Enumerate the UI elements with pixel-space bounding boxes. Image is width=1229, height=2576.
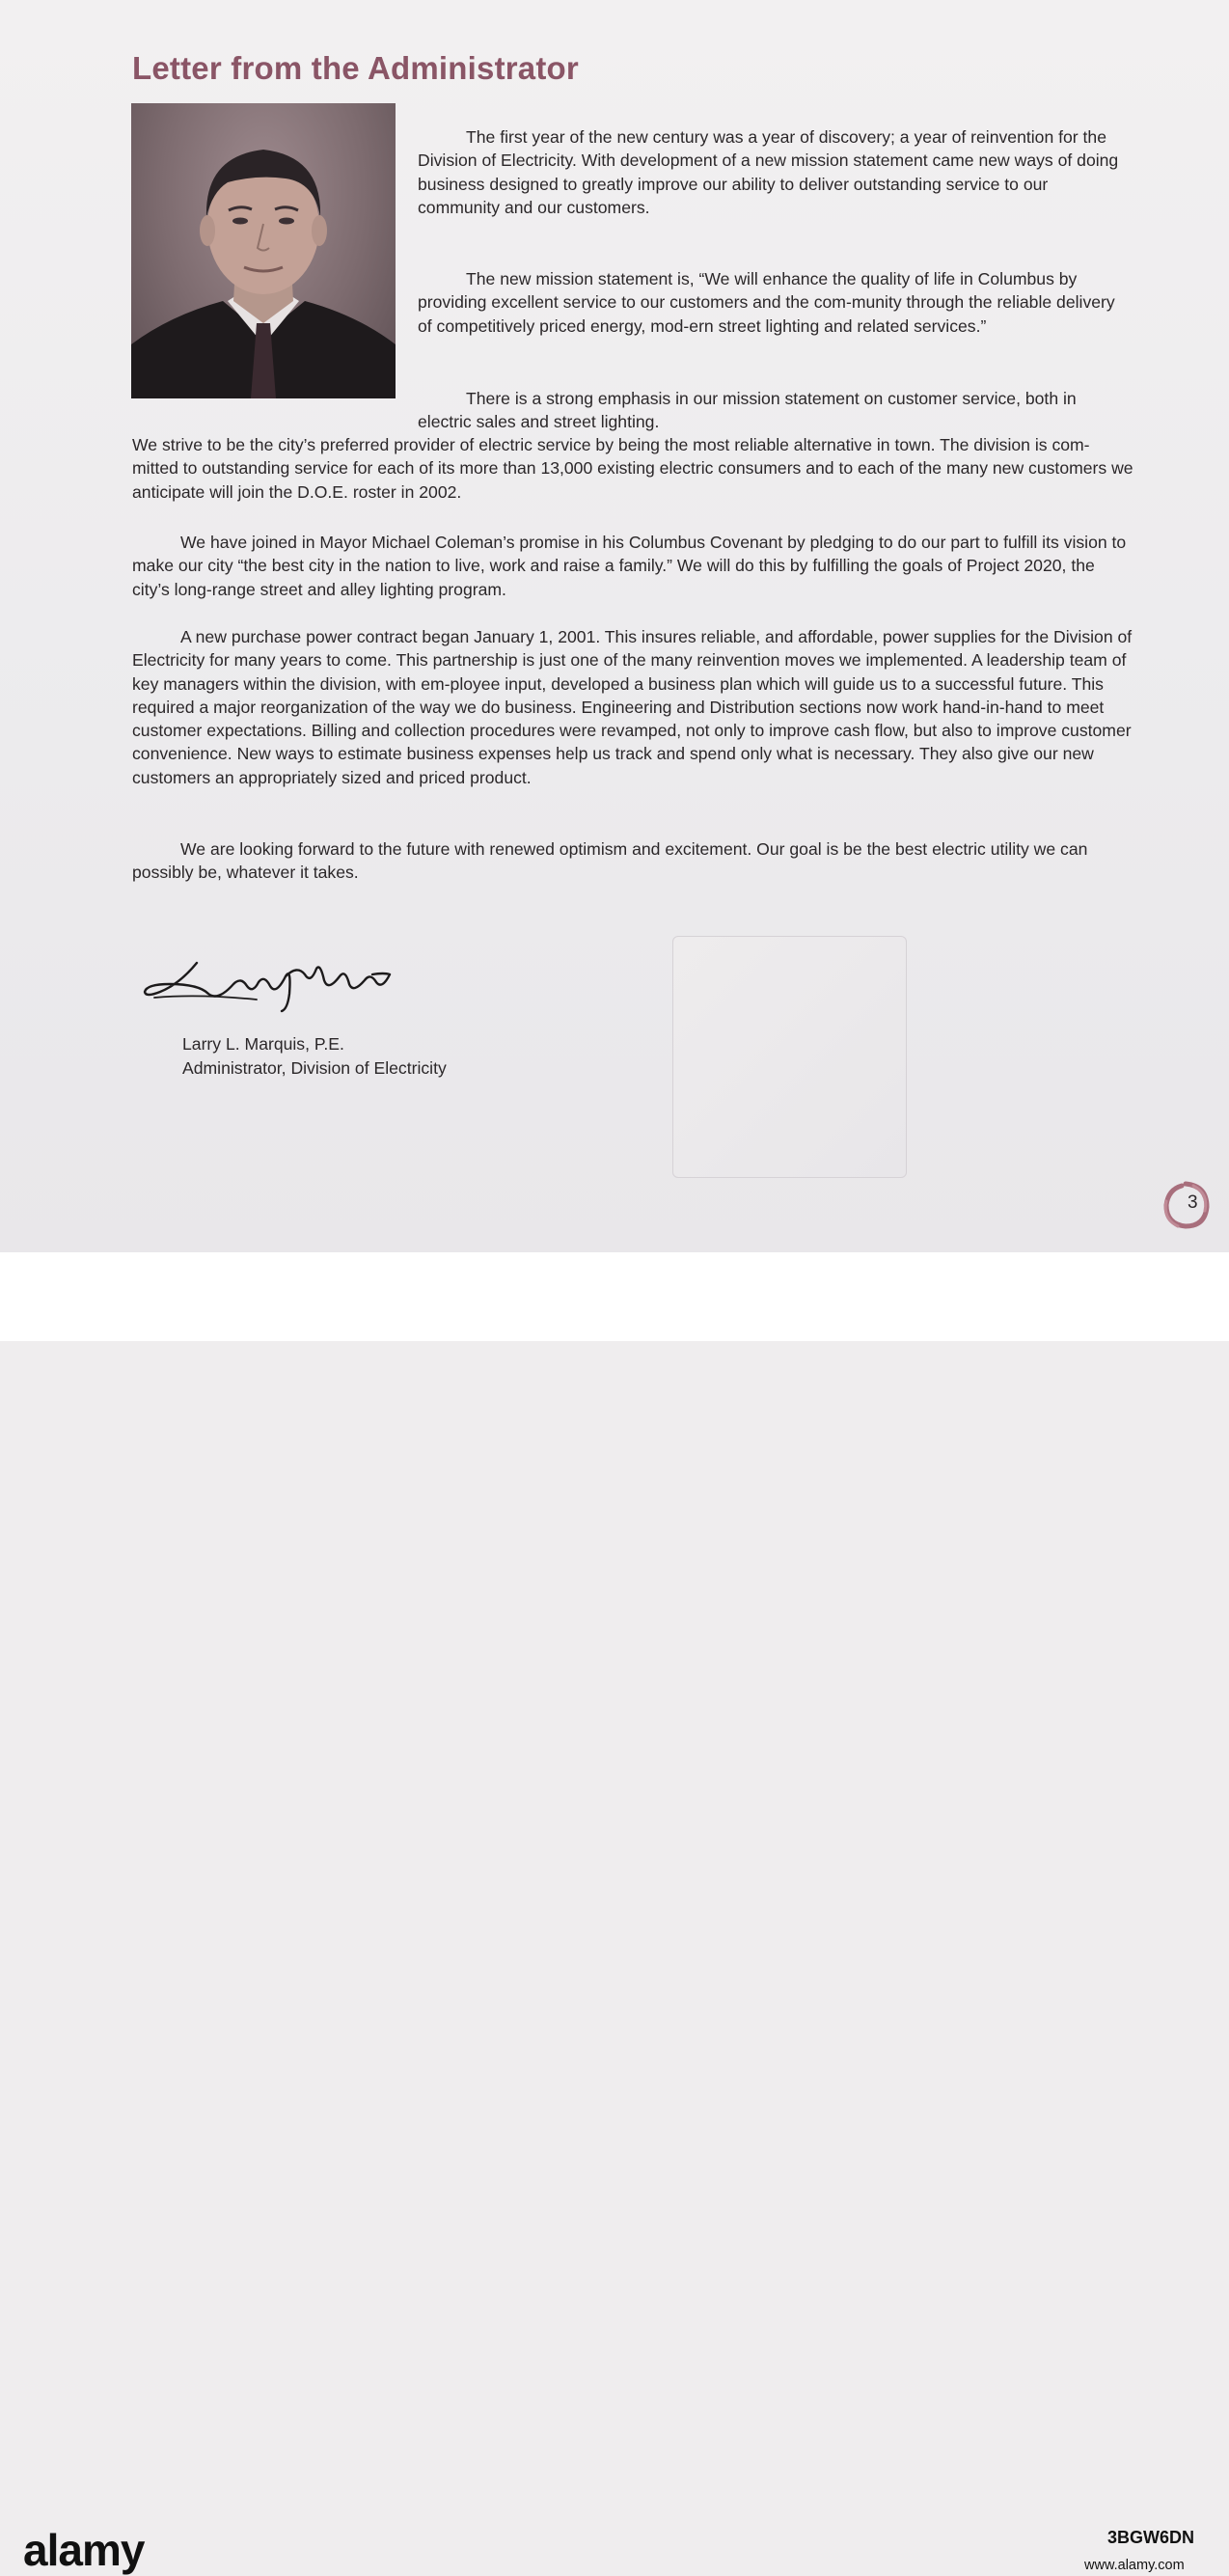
letter-paragraph-5: A new purchase power contract began January 1, 2001. This insures reliable, and affordable, power supplies for the Division of Electricity for many years to come. This partnership is just one of the many reinvention moves we implemented. A leadership team of key managers within the division, with em-ployee input, developed a business plan which will guide us to a successful future. This required a major reorganization of the way we do business. Engineering and Distribution sections now work hand-in-hand to meet customer expectations. Billing and collection procedures were revamped, not only to improve cash flow, but also to improve customer convenience. New ways to estimate business expenses help us track and spend only what is necessary. They also give our new customers an appropriately sized and priced product. xyxy=(132,627,1133,787)
letter-paragraph-1: The first year of the new century was a year of discovery; a year of reinvention for the Division of Electricity. With development of a new mission statement came new ways of doing business designed to greatly improve our ability to deliver outstanding service to our community and our customers. xyxy=(418,127,1119,217)
letter-paragraph-3a: There is a strong emphasis in our mission statement on customer service, both in electric sales and street lighting. xyxy=(418,389,1077,432)
signer-title: Administrator, Division of Electricity xyxy=(182,1057,447,1078)
alamy-logo: alamy xyxy=(23,2525,145,2575)
stock-footer xyxy=(0,1252,1229,2575)
swirl-logo-icon xyxy=(1161,1180,1211,1230)
signature-block xyxy=(182,1032,447,1080)
blank-photo-placeholder xyxy=(672,936,907,1178)
letter-paragraph-4: We have joined in Mayor Michael Coleman’s promise in his Columbus Covenant by pledging to do our part to fulfill its vision to make our city “the best city in the nation to live, work and raise a family.” We will do this by fulfilling the goals of Project 2020, the city’s long-range street and alley lighting program. xyxy=(132,533,1127,599)
administrator-portrait xyxy=(131,103,396,398)
letter-paragraph-3b: We strive to be the city’s preferred provider of electric service by being the most reliable alternative in town. The division is com-mitted to outstanding service for each of its more than 13,000 existing electric consumers and to each of the many new customers we anticipate will join the D.O.E. roster in 2002. xyxy=(132,435,1133,502)
letter-page xyxy=(0,0,1229,1252)
page-number: 3 xyxy=(1188,1192,1198,1213)
letter-paragraph-2: The new mission statement is, “We will enhance the quality of life in Columbus by providing excellent service to our customers and the com-munity through the reliable delivery of competitively priced energy, mod-ern street lighting and related services.” xyxy=(418,269,1115,336)
footer-url: www.alamy.com xyxy=(1084,2558,1185,2573)
image-id: 3BGW6DN xyxy=(1107,2528,1195,2547)
handwritten-signature xyxy=(141,955,394,1013)
letter-paragraph-6: We are looking forward to the future with renewed optimism and excitement. Our goal is be the best electric utility we can possibly be, whatever it takes. xyxy=(132,839,1088,883)
page-title: Letter from the Administrator xyxy=(132,50,579,86)
signer-name: Larry L. Marquis, P.E. xyxy=(182,1034,344,1054)
